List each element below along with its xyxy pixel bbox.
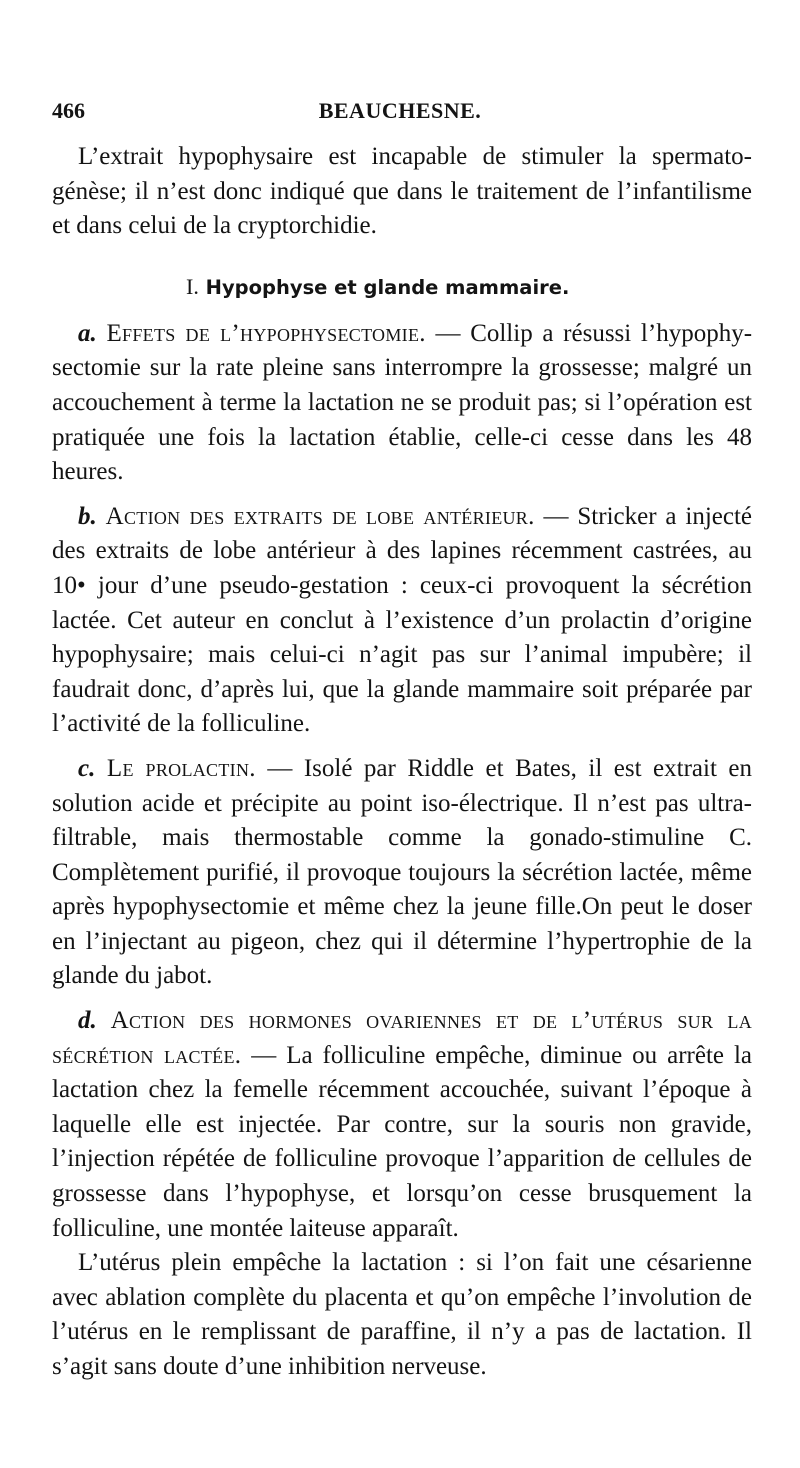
running-title: BEAUCHESNE. bbox=[318, 98, 482, 123]
running-head bbox=[52, 98, 748, 134]
subsection-text: — La folliculine empêche, diminue ou arrête la lactation chez la femelle récemment accouchée, suivant l’époque à laquelle elle est injectée. Par contre, sur la souris non gravide, l’injection répétée de folliculine provoque l’apparition de cellules de grossesse dans l’hypophyse, et lorsqu’on cesse brusquement la folliculine, une montée laiteuse apparaît. bbox=[52, 1041, 753, 1242]
subsection-letter: d. bbox=[78, 1007, 97, 1035]
subsection-letter: a. bbox=[78, 319, 97, 347]
subsection-heading: Effets de l’hypophysectomie. bbox=[106, 319, 426, 347]
page-number: 466 bbox=[52, 98, 85, 123]
subsection-b bbox=[52, 500, 752, 742]
intro-paragraph: L’extrait hypophysaire est incapable de stimuler la spermatogénèse; il n’est donc indiqué que dans le traitement de l’infantilisme et dans celui de la cryptorchidie. bbox=[52, 143, 752, 240]
section-heading bbox=[52, 270, 752, 305]
subsection-d bbox=[52, 1004, 752, 1246]
page-body bbox=[52, 140, 752, 1385]
subsection-text: — Collip a résussi l’hypophysectomie sur la rate pleine sans interrompre la grossesse; malgré un accouchement à terme la lactation ne se produit pas; si l’opération est pratiquée une fois la lactation établie, celle-ci cesse dans les 48 heures. bbox=[52, 319, 753, 486]
subsection-letter: b. bbox=[78, 502, 97, 530]
section-title: Hypophyse et glande mammaire. bbox=[205, 275, 570, 299]
subsection-letter: c. bbox=[78, 754, 96, 782]
subsection-heading: Le prolactin. bbox=[106, 754, 256, 782]
subsection-text: — Stricker a injecté des extraits de lobe antérieur à des lapines récemment castrées, au 10• jour d’une pseudo-gestation : ceux-ci provoquent la sécrétion lactée. Cet auteur en conclut à l’existence d’un prolactin d’origine hypophysaire; mais celui-ci n’agit pas sur l’animal impubère; il faudrait donc, d’après lui, que la glande mammaire soit préparée par l’activité de la folliculine. bbox=[52, 502, 752, 738]
subsection-text: — Isolé par Riddle et Bates, il est extrait en solution acide et précipite au point iso-électrique. Il n’est pas ultra-filtrable, mais thermostable comme la gonado-stimuline C. Complètement purifié, il provoque toujours la sécrétion lactée, même après hypophysectomie et même chez la jeune fille.On peut le doser en l’injectant au pigeon, chez qui il détermine l’hypertrophie de la glande du jabot. bbox=[52, 754, 753, 990]
section-number: I. bbox=[186, 273, 199, 299]
subsection-heading: Action des extraits de lobe antérieur. bbox=[105, 502, 535, 530]
subsection-c bbox=[52, 752, 752, 994]
subsection-heading: Action des hormones ovariennes et de l’utérus sur la sécrétion lactée. bbox=[52, 1007, 752, 1069]
final-paragraph: L’utérus plein empêche la lactation : si l’on fait une césarienne avec ablation complète du placenta et qu’on empêche l’involution de l’utérus en le remplissant de paraffine, il n’y a pas de lactation. Il s’agit sans doute d’une inhibition nerveuse. bbox=[52, 1249, 752, 1380]
subsection-a bbox=[52, 317, 752, 490]
